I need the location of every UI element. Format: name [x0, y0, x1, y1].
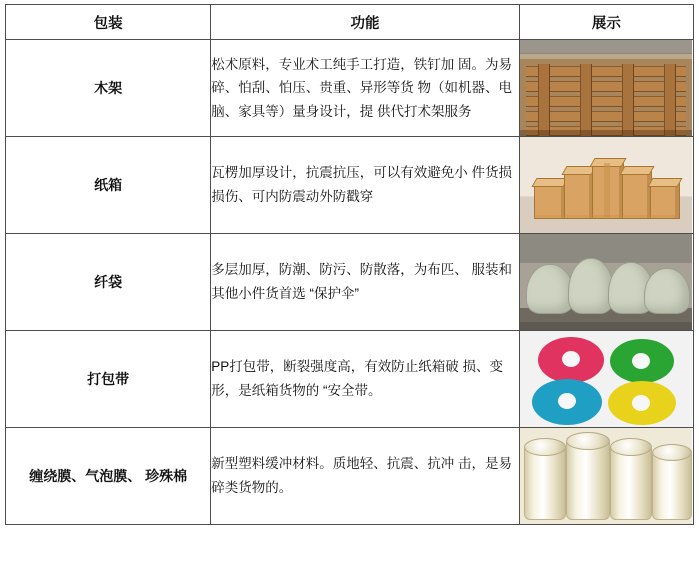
- carton-box-photo: [520, 137, 692, 233]
- cell-display-photo: [519, 428, 693, 525]
- cell-packaging-name: 打包带: [6, 331, 211, 428]
- cell-display-photo: [519, 234, 693, 331]
- header-row: [6, 5, 694, 40]
- woven-bag-photo: [520, 234, 692, 330]
- table-body: [6, 40, 694, 525]
- cell-packaging-name: 纤袋: [6, 234, 211, 331]
- cell-display-photo: [519, 40, 693, 137]
- cell-function-text: 新型塑料缓冲材料。质地轻、抗震、抗冲 击，是易碎类货物的。: [211, 428, 519, 525]
- table-row: [6, 428, 694, 525]
- header-packaging: 包装: [6, 5, 211, 40]
- wooden-crate-photo: [520, 40, 692, 136]
- cell-display-photo: [519, 137, 693, 234]
- cell-function-text: PP打包带，断裂强度高，有效防止纸箱破 损、变形，是纸箱货物的 “安全带。: [211, 331, 519, 428]
- cell-function-text: 瓦楞加厚设计，抗震抗压，可以有效避免小 件货损损伤、可内防震动外防戳穿: [211, 137, 519, 234]
- packaging-table: [5, 4, 694, 525]
- header-display: 展示: [519, 5, 693, 40]
- stretch-film-photo: [520, 428, 692, 524]
- cell-packaging-name: 缠绕膜、气泡膜、 珍殊棉: [6, 428, 211, 525]
- table-row: [6, 137, 694, 234]
- cell-packaging-name: 木架: [6, 40, 211, 137]
- cell-display-photo: [519, 331, 693, 428]
- cell-function-text: 松术原料，专业术工纯手工打造，铁钉加 固。为易碎、怕刮、怕压、贵重、异形等货 物（如机器、电脑、家具等）量身设计，提 供代打术架服务: [211, 40, 519, 137]
- document-page: [0, 4, 699, 574]
- table-header: [6, 5, 694, 40]
- table-row: [6, 234, 694, 331]
- header-function: 功能: [211, 5, 519, 40]
- table-row: [6, 40, 694, 137]
- cell-function-text: 多层加厚，防潮、防污、防散落，为布匹、 服装和其他小件货首选 “保护伞”: [211, 234, 519, 331]
- strapping-roll-photo: [520, 331, 692, 427]
- cell-packaging-name: 纸箱: [6, 137, 211, 234]
- table-row: [6, 331, 694, 428]
